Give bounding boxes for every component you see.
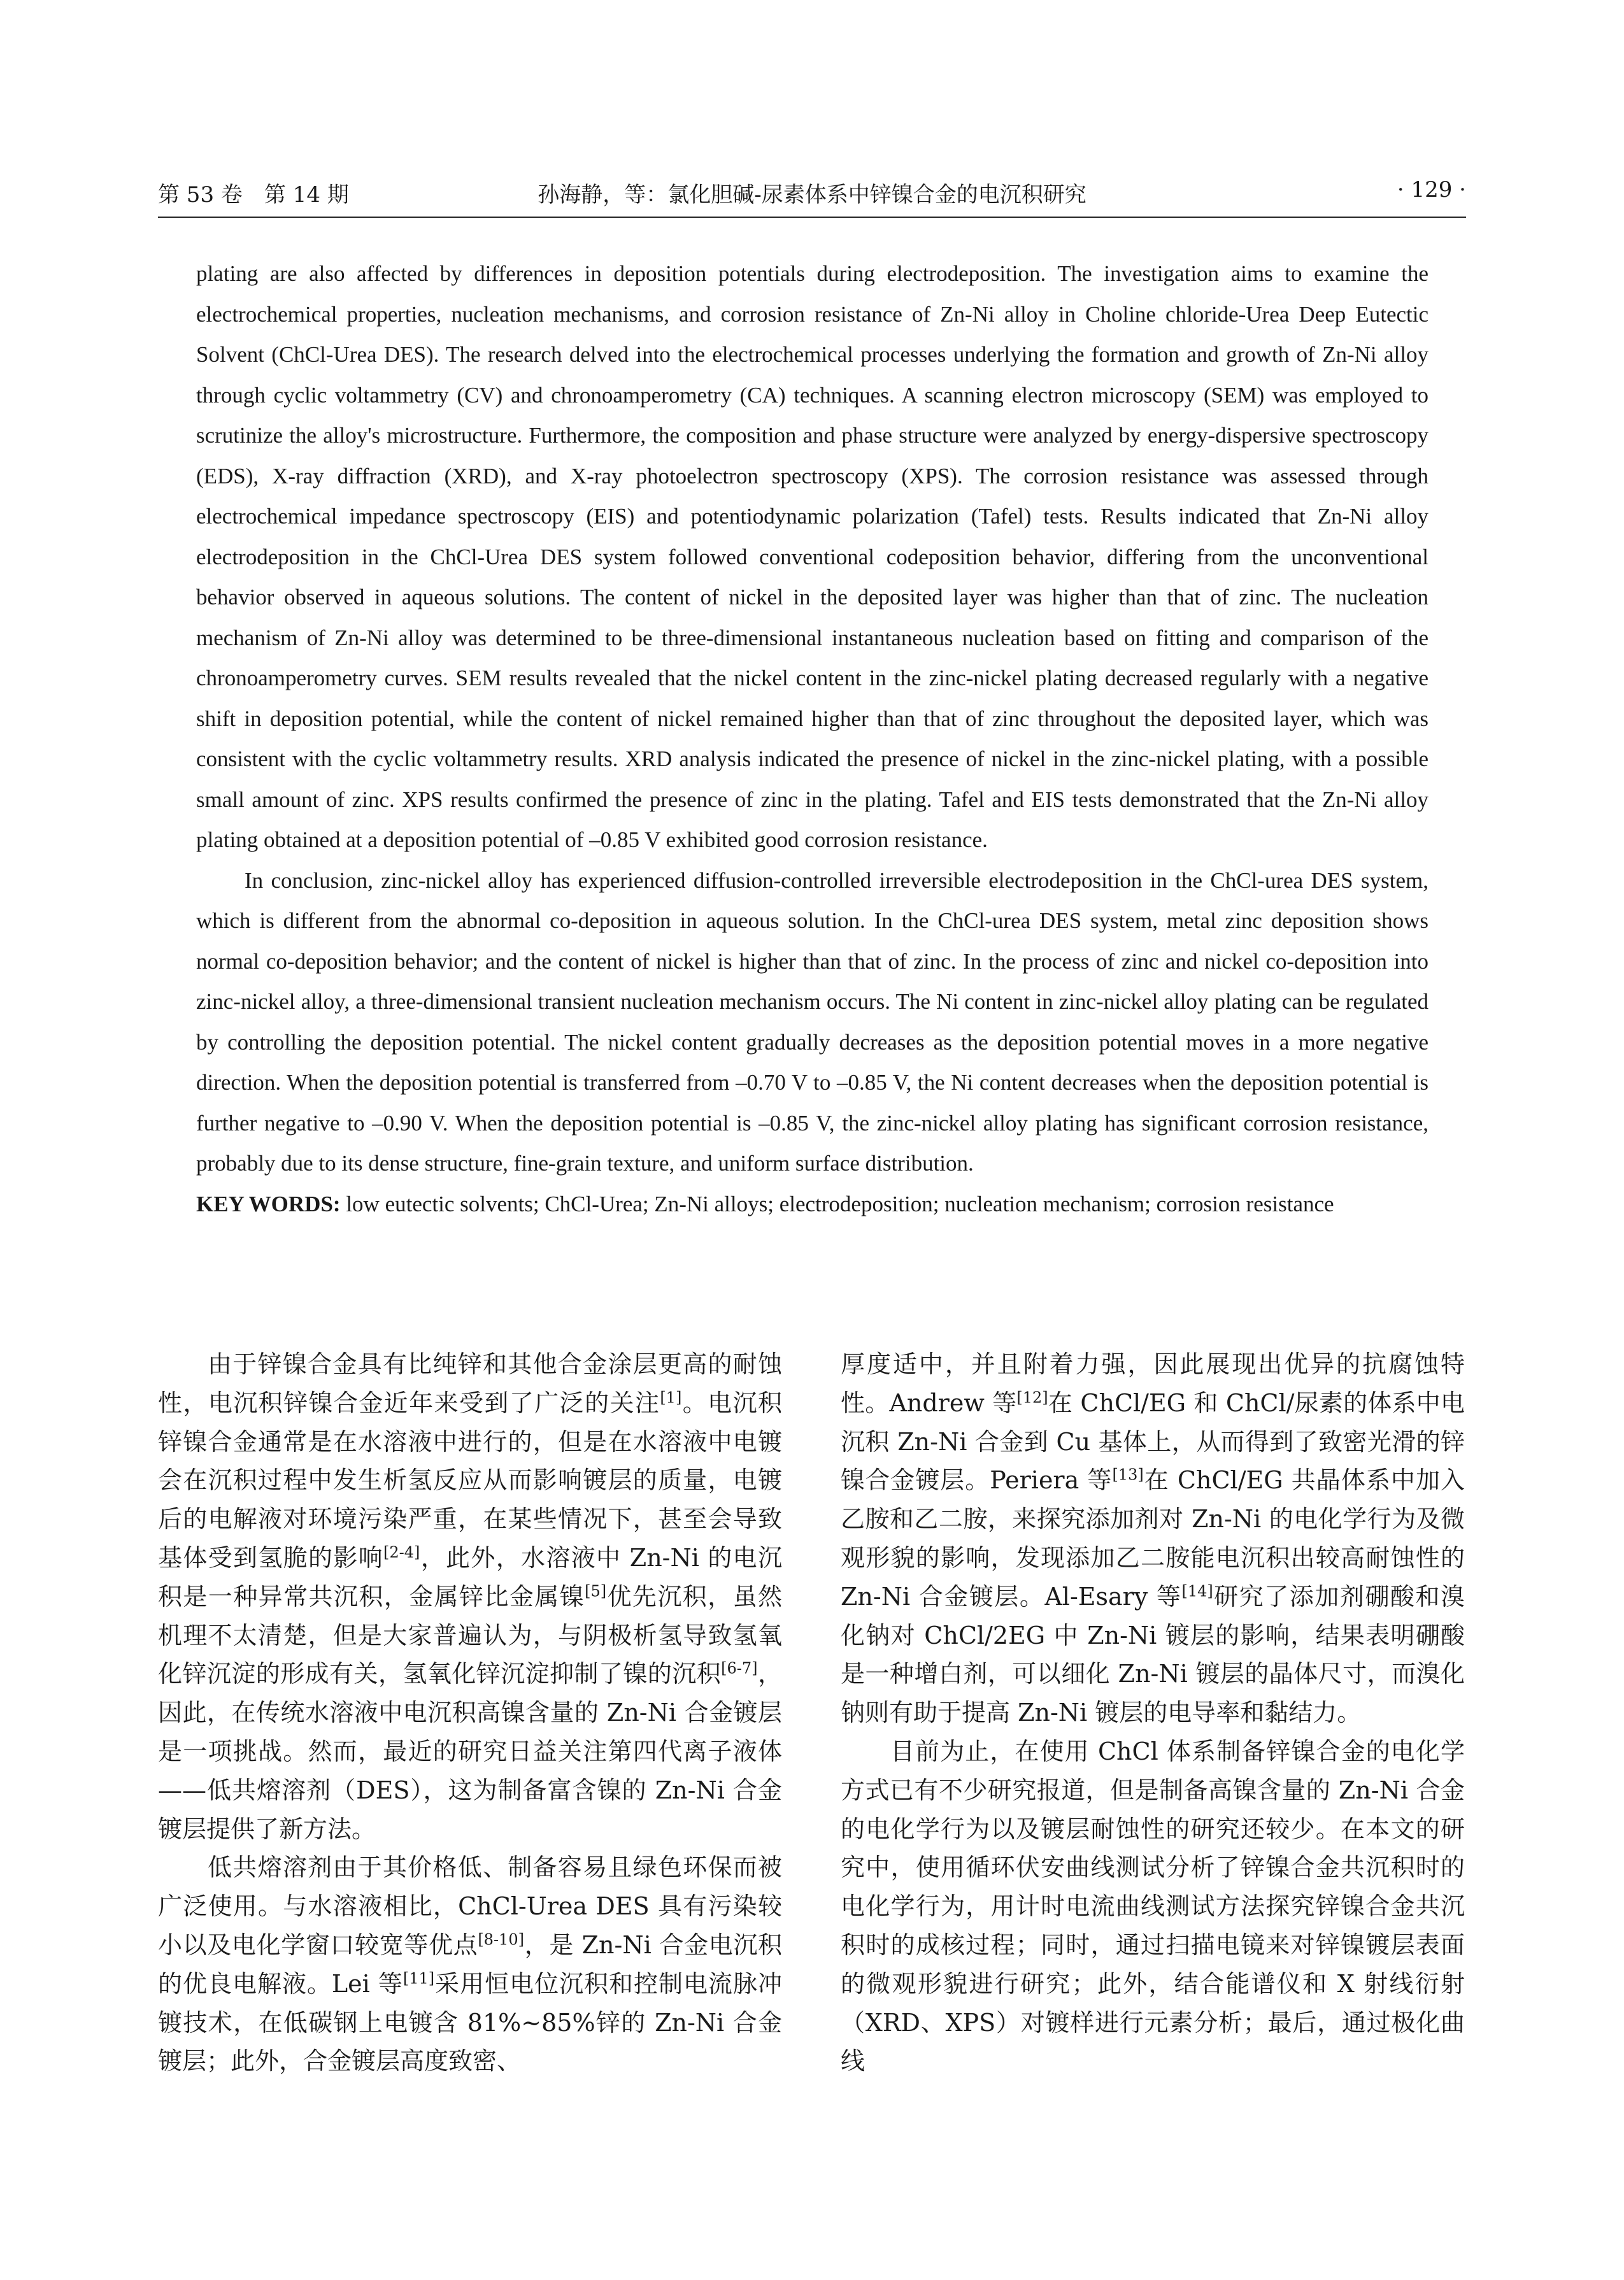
citation: [11] [402,1969,435,1988]
text-run: ，是 Zn-Ni 合金电沉积的优良电解液。Lei 等 [158,1930,782,1998]
text-run: 在 ChCl/EG 和 ChCl/尿素的体系中电沉积 Zn-Ni 合金到 Cu 基体上，从而得到了致密光滑的锌镍合金镀层。Periera 等 [841,1388,1465,1495]
body-column-right [841,1345,1465,2081]
body-paragraph [158,1848,782,2081]
keywords [196,1184,1428,1225]
body-paragraph [158,1345,782,1848]
abstract-paragraph-2: In conclusion, zinc-nickel alloy has experienced diffusion-controlled irreversible electrodeposition in the ChCl-urea DES system, which is different from the abnormal co-deposition in aqueous solution. In the ChCl-urea DES system, metal zinc deposition shows normal co-deposition behavior; and the content of nickel is higher than that of zinc. In the process of zinc and nickel co-deposition into zinc-nickel alloy, a three-dimensional transient nucleation mechanism occurs. The Ni content in zinc-nickel alloy plating can be regulated by controlling the deposition potential. The nickel content gradually decreases as the deposition potential moves in a more negative direction. When the deposition potential is transferred from –0.70 V to –0.85 V, the Ni content decreases when the deposition potential is further negative to –0.90 V. When the deposition potential is –0.85 V, the zinc-nickel alloy plating has significant corrosion resistance, probably due to its dense structure, fine-grain texture, and uniform surface distribution. [196,867,1428,1176]
citation: [5] [585,1582,607,1600]
page-number: · 129 · [1397,177,1466,203]
text-run: 优先沉积，虽然机理不太清楚，但是大家普遍认为，与阴极析氢导致氢氧化锌沉淀的形成有关，氢氧化锌沉淀抑制了镍的沉积 [158,1582,782,1688]
citation: [8-10] [478,1930,524,1949]
text-run: 。电沉积锌镍合金通常是在水溶液中进行的，但是在水溶液中电镀会在沉积过程中发生析氢反应从而影响镀层的质量，电镀后的电解液对环境污染严重，在某些情况下，甚至会导致基体受到氢脆的影响 [158,1388,782,1572]
citation: [12] [1016,1388,1048,1407]
citation: [14] [1181,1582,1213,1600]
text-run: ，因此，在传统水溶液中电沉积高镍含量的 Zn-Ni 合金镀层是一项挑战。然而，最近的研究日益关注第四代离子液体——低共熔溶剂（DES），这为制备富含镍的 Zn-Ni 合金镀层提供了新方法。 [158,1660,782,1843]
text-run: 厚度适中，并且附着力强，因此展现出优异的抗腐蚀特性。Andrew 等 [841,1350,1465,1417]
citation: [6-7] [721,1659,758,1678]
body-column-left [158,1345,782,2081]
citation: [1] [660,1388,682,1407]
body-paragraph [841,1345,1465,1732]
abstract-paragraph-1: plating are also affected by differences in deposition potentials during electrodeposition. The investigation aims to examine the electrochemical properties, nucleation mechanisms, and corrosion resistance of Zn-Ni alloy in Choline chloride-Urea Deep Eutectic Solvent (ChCl-Urea DES). The research delved into the electrochemical processes underlying the formation and growth of Zn-Ni alloy through cyclic voltammetry (CV) and chronoamperometry (CA) techniques. A scanning electron microscopy (SEM) was employed to scrutinize the alloy's microstructure. Furthermore, the composition and phase structure were analyzed by energy-dispersive spectroscopy (EDS), X-ray diffraction (XRD), and X-ray photoelectron spectroscopy (XPS). The corrosion resistance was assessed through electrochemical impedance spectroscopy (EIS) and potentiodynamic polarization (Tafel) tests. Results indicated that Zn-Ni alloy electrodeposition in the ChCl-Urea DES system followed conventional codeposition behavior, differing from the unconventional behavior observed in aqueous solutions. The content of nickel in the deposited layer was higher than that of zinc. The nucleation mechanism of Zn-Ni alloy was determined to be three-dimensional instantaneous nucleation based on fitting and comparison of the chronoamperometry curves. SEM results revealed that the nickel content in the zinc-nickel plating decreased regularly with a negative shift in deposition potential, while the content of nickel remained higher than that of zinc throughout the deposited layer, which was consistent with the cyclic voltammetry results. XRD analysis indicated the presence of nickel in the zinc-nickel plating, with a possible small amount of zinc. XPS results confirmed the presence of zinc in the plating. Tafel and EIS tests demonstrated that the Zn-Ni alloy plating obtained at a deposition potential of –0.85 V exhibited good corrosion resistance. [196,261,1428,852]
citation: [2-4] [383,1543,420,1562]
volume-issue: 第 53 卷 第 14 期 [158,182,349,208]
text-run: 由于锌镍合金具有比纯锌和其他合金涂层更高的耐蚀性，电沉积锌镍合金近年来受到了广泛的关注 [158,1350,782,1417]
text-run: 在 ChCl/EG 共晶体系中加入乙胺和乙二胺，来探究添加剂对 Zn-Ni 的电化学行为及微观形貌的影响，发现添加乙二胺能电沉积出较高耐蚀性的 Zn-Ni 合金镀层。Al-Esary 等 [841,1466,1465,1611]
text-run: 低共熔溶剂由于其价格低、制备容易且绿色环保而被广泛使用。与水溶液相比，ChCl-Urea DES 具有污染较小以及电化学窗口较宽等优点 [158,1853,782,1959]
text-run: 研究了添加剂硼酸和溴化钠对 ChCl/2EG 中 Zn-Ni 镀层的影响，结果表明硼酸是一种增白剂，可以细化 Zn-Ni 镀层的晶体尺寸，而溴化钠则有助于提高 Zn-Ni 镀层的电导率和黏结力。 [841,1582,1465,1727]
body-paragraph: 目前为止，在使用 ChCl 体系制备锌镍合金的电化学方式已有不少研究报道，但是制备高镍含量的 Zn-Ni 合金的电化学行为以及镀层耐蚀性的研究还较少。在本文的研究中，使用循环伏安曲线测试分析了锌镍合金共沉积时的电化学行为，用计时电流曲线测试方法探究锌镍合金共沉积时的成核过程；同时，通过扫描电镜来对锌镍镀层表面的微观形貌进行研究；此外，结合能谱仪和 X 射线衍射（XRD、XPS）对镀样进行元素分析；最后，通过极化曲线 [841,1737,1465,2076]
english-abstract [196,253,1428,1224]
header-rule [158,217,1466,218]
keywords-text: low eutectic solvents; ChCl-Urea; Zn-Ni alloys; electrodeposition; nucleation mechanism; corrosion resistance [340,1191,1334,1216]
text-run: 采用恒电位沉积和控制电流脉冲镀技术，在低碳钢上电镀含 81%~85%锌的 Zn-Ni 合金镀层；此外，合金镀层高度致密、 [158,1969,782,2076]
text-run: ，此外，水溶液中 Zn-Ni 的电沉积是一种异常共沉积，金属锌比金属镍 [158,1543,782,1611]
running-title: 孙海静，等：氯化胆碱-尿素体系中锌镍合金的电沉积研究 [538,182,1086,208]
keywords-label: KEY WORDS: [196,1191,341,1216]
citation: [13] [1112,1465,1144,1484]
running-header [158,172,1466,213]
